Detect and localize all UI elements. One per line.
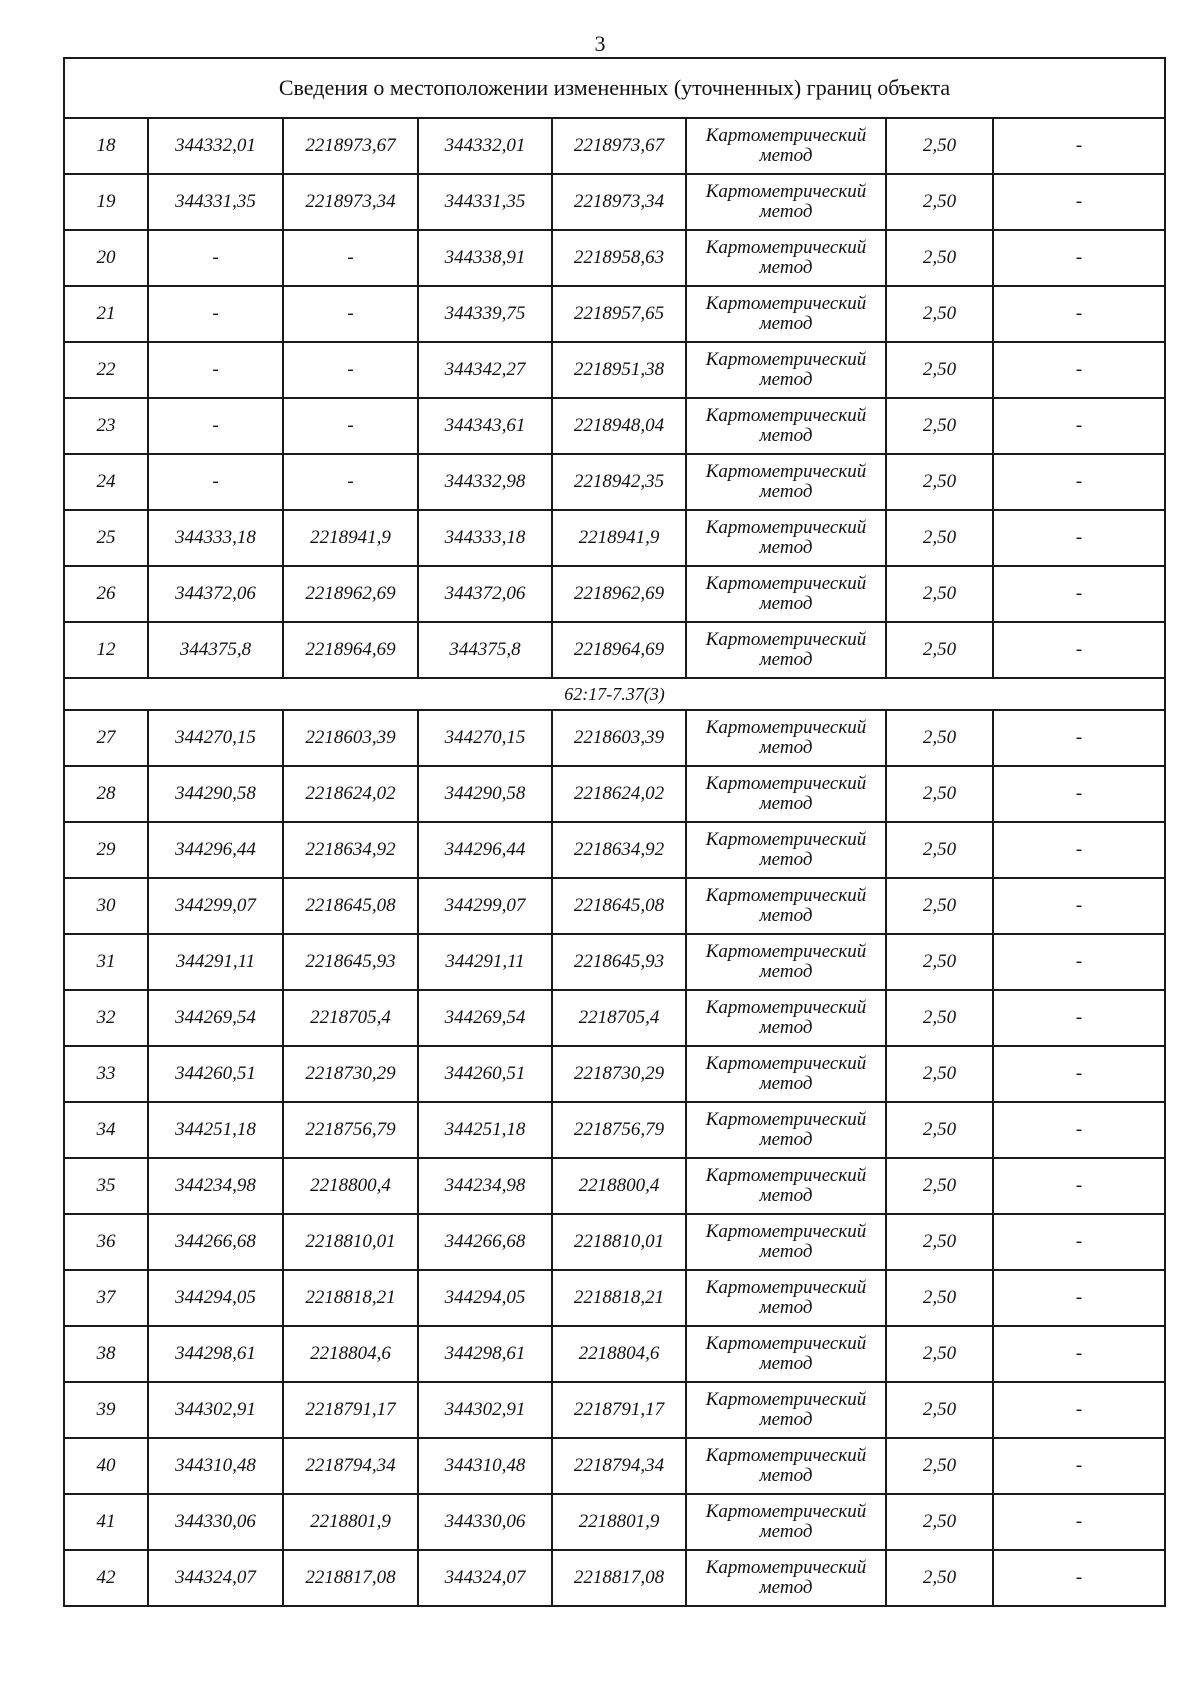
table-row bbox=[64, 822, 1165, 878]
description-cell: - bbox=[993, 1270, 1165, 1326]
old-x-cell: - bbox=[148, 342, 283, 398]
old-x-cell: 344270,15 bbox=[148, 710, 283, 766]
description-cell: - bbox=[993, 1382, 1165, 1438]
point-number-cell: 38 bbox=[64, 1326, 148, 1382]
table-row bbox=[64, 342, 1165, 398]
new-x-cell: 344333,18 bbox=[418, 510, 552, 566]
description-cell: - bbox=[993, 230, 1165, 286]
old-x-cell: 344266,68 bbox=[148, 1214, 283, 1270]
method-cell: Картометрический метод bbox=[686, 1102, 886, 1158]
old-y-cell: 2218756,79 bbox=[283, 1102, 418, 1158]
old-y-cell: 2218973,34 bbox=[283, 174, 418, 230]
old-y-cell: 2218817,08 bbox=[283, 1550, 418, 1606]
accuracy-cell: 2,50 bbox=[886, 1214, 993, 1270]
old-x-cell: 344372,06 bbox=[148, 566, 283, 622]
boundary-coordinates-table bbox=[63, 57, 1166, 1607]
point-number-cell: 32 bbox=[64, 990, 148, 1046]
method-cell: Картометрический метод bbox=[686, 822, 886, 878]
point-number-cell: 42 bbox=[64, 1550, 148, 1606]
old-y-cell: 2218962,69 bbox=[283, 566, 418, 622]
table-row bbox=[64, 118, 1165, 174]
old-y-cell: 2218941,9 bbox=[283, 510, 418, 566]
new-x-cell: 344270,15 bbox=[418, 710, 552, 766]
table-row bbox=[64, 1438, 1165, 1494]
accuracy-cell: 2,50 bbox=[886, 1102, 993, 1158]
method-cell: Картометрический метод bbox=[686, 510, 886, 566]
method-cell: Картометрический метод bbox=[686, 1158, 886, 1214]
table-row bbox=[64, 1494, 1165, 1550]
new-y-cell: 2218645,08 bbox=[552, 878, 686, 934]
old-x-cell: 344296,44 bbox=[148, 822, 283, 878]
accuracy-cell: 2,50 bbox=[886, 1494, 993, 1550]
new-x-cell: 344331,35 bbox=[418, 174, 552, 230]
accuracy-cell: 2,50 bbox=[886, 766, 993, 822]
method-cell: Картометрический метод bbox=[686, 622, 886, 678]
table-row bbox=[64, 174, 1165, 230]
old-y-cell: 2218810,01 bbox=[283, 1214, 418, 1270]
table-title-row bbox=[64, 58, 1165, 118]
point-number-cell: 33 bbox=[64, 1046, 148, 1102]
accuracy-cell: 2,50 bbox=[886, 510, 993, 566]
description-cell: - bbox=[993, 118, 1165, 174]
point-number-cell: 20 bbox=[64, 230, 148, 286]
old-x-cell: 344294,05 bbox=[148, 1270, 283, 1326]
new-y-cell: 2218810,01 bbox=[552, 1214, 686, 1270]
old-x-cell: 344332,01 bbox=[148, 118, 283, 174]
old-y-cell: 2218801,9 bbox=[283, 1494, 418, 1550]
method-cell: Картометрический метод bbox=[686, 1382, 886, 1438]
old-x-cell: 344251,18 bbox=[148, 1102, 283, 1158]
point-number-cell: 18 bbox=[64, 118, 148, 174]
description-cell: - bbox=[993, 342, 1165, 398]
new-x-cell: 344290,58 bbox=[418, 766, 552, 822]
old-y-cell: 2218804,6 bbox=[283, 1326, 418, 1382]
point-number-cell: 26 bbox=[64, 566, 148, 622]
new-x-cell: 344302,91 bbox=[418, 1382, 552, 1438]
old-x-cell: - bbox=[148, 398, 283, 454]
table-row bbox=[64, 1158, 1165, 1214]
description-cell: - bbox=[993, 990, 1165, 1046]
new-y-cell: 2218942,35 bbox=[552, 454, 686, 510]
new-x-cell: 344299,07 bbox=[418, 878, 552, 934]
new-y-cell: 2218794,34 bbox=[552, 1438, 686, 1494]
old-y-cell: 2218730,29 bbox=[283, 1046, 418, 1102]
new-y-cell: 2218624,02 bbox=[552, 766, 686, 822]
old-x-cell: 344290,58 bbox=[148, 766, 283, 822]
point-number-cell: 36 bbox=[64, 1214, 148, 1270]
new-y-cell: 2218817,08 bbox=[552, 1550, 686, 1606]
description-cell: - bbox=[993, 566, 1165, 622]
old-x-cell: 344234,98 bbox=[148, 1158, 283, 1214]
point-number-cell: 40 bbox=[64, 1438, 148, 1494]
accuracy-cell: 2,50 bbox=[886, 1438, 993, 1494]
new-x-cell: 344375,8 bbox=[418, 622, 552, 678]
accuracy-cell: 2,50 bbox=[886, 622, 993, 678]
old-x-cell: 344375,8 bbox=[148, 622, 283, 678]
method-cell: Картометрический метод bbox=[686, 766, 886, 822]
accuracy-cell: 2,50 bbox=[886, 174, 993, 230]
old-y-cell: 2218818,21 bbox=[283, 1270, 418, 1326]
new-x-cell: 344266,68 bbox=[418, 1214, 552, 1270]
description-cell: - bbox=[993, 1214, 1165, 1270]
old-x-cell: 344310,48 bbox=[148, 1438, 283, 1494]
old-y-cell: - bbox=[283, 342, 418, 398]
section-label: 62:17-7.37(3) bbox=[64, 678, 1165, 710]
old-y-cell: 2218634,92 bbox=[283, 822, 418, 878]
method-cell: Картометрический метод bbox=[686, 990, 886, 1046]
point-number-cell: 29 bbox=[64, 822, 148, 878]
new-y-cell: 2218951,38 bbox=[552, 342, 686, 398]
new-x-cell: 344339,75 bbox=[418, 286, 552, 342]
method-cell: Картометрический метод bbox=[686, 398, 886, 454]
point-number-cell: 31 bbox=[64, 934, 148, 990]
new-x-cell: 344251,18 bbox=[418, 1102, 552, 1158]
method-cell: Картометрический метод bbox=[686, 454, 886, 510]
new-x-cell: 344234,98 bbox=[418, 1158, 552, 1214]
point-number-cell: 21 bbox=[64, 286, 148, 342]
description-cell: - bbox=[993, 454, 1165, 510]
description-cell: - bbox=[993, 174, 1165, 230]
new-x-cell: 344372,06 bbox=[418, 566, 552, 622]
description-cell: - bbox=[993, 1550, 1165, 1606]
page-number: 3 bbox=[594, 31, 606, 56]
point-number-cell: 41 bbox=[64, 1494, 148, 1550]
table-row bbox=[64, 398, 1165, 454]
accuracy-cell: 2,50 bbox=[886, 118, 993, 174]
new-y-cell: 2218973,34 bbox=[552, 174, 686, 230]
new-y-cell: 2218705,4 bbox=[552, 990, 686, 1046]
point-number-cell: 37 bbox=[64, 1270, 148, 1326]
accuracy-cell: 2,50 bbox=[886, 878, 993, 934]
accuracy-cell: 2,50 bbox=[886, 566, 993, 622]
old-x-cell: - bbox=[148, 286, 283, 342]
old-y-cell: 2218603,39 bbox=[283, 710, 418, 766]
new-y-cell: 2218941,9 bbox=[552, 510, 686, 566]
point-number-cell: 34 bbox=[64, 1102, 148, 1158]
new-y-cell: 2218800,4 bbox=[552, 1158, 686, 1214]
method-cell: Картометрический метод bbox=[686, 1214, 886, 1270]
old-y-cell: - bbox=[283, 286, 418, 342]
old-x-cell: 344260,51 bbox=[148, 1046, 283, 1102]
new-y-cell: 2218957,65 bbox=[552, 286, 686, 342]
method-cell: Картометрический метод bbox=[686, 934, 886, 990]
table-row bbox=[64, 510, 1165, 566]
new-x-cell: 344342,27 bbox=[418, 342, 552, 398]
new-y-cell: 2218645,93 bbox=[552, 934, 686, 990]
new-y-cell: 2218801,9 bbox=[552, 1494, 686, 1550]
old-y-cell: 2218645,08 bbox=[283, 878, 418, 934]
table-row bbox=[64, 934, 1165, 990]
method-cell: Картометрический метод bbox=[686, 342, 886, 398]
old-x-cell: 344298,61 bbox=[148, 1326, 283, 1382]
point-number-cell: 25 bbox=[64, 510, 148, 566]
point-number-cell: 19 bbox=[64, 174, 148, 230]
new-x-cell: 344324,07 bbox=[418, 1550, 552, 1606]
old-x-cell: - bbox=[148, 230, 283, 286]
table-row bbox=[64, 622, 1165, 678]
table-row bbox=[64, 454, 1165, 510]
method-cell: Картометрический метод bbox=[686, 1046, 886, 1102]
accuracy-cell: 2,50 bbox=[886, 454, 993, 510]
new-y-cell: 2218973,67 bbox=[552, 118, 686, 174]
method-cell: Картометрический метод bbox=[686, 1494, 886, 1550]
description-cell: - bbox=[993, 1494, 1165, 1550]
table-row bbox=[64, 1382, 1165, 1438]
method-cell: Картометрический метод bbox=[686, 878, 886, 934]
point-number-cell: 27 bbox=[64, 710, 148, 766]
table-row bbox=[64, 230, 1165, 286]
table-row bbox=[64, 286, 1165, 342]
old-y-cell: - bbox=[283, 454, 418, 510]
description-cell: - bbox=[993, 1102, 1165, 1158]
accuracy-cell: 2,50 bbox=[886, 1270, 993, 1326]
old-y-cell: 2218973,67 bbox=[283, 118, 418, 174]
method-cell: Картометрический метод bbox=[686, 286, 886, 342]
old-y-cell: 2218624,02 bbox=[283, 766, 418, 822]
old-x-cell: 344269,54 bbox=[148, 990, 283, 1046]
new-y-cell: 2218964,69 bbox=[552, 622, 686, 678]
method-cell: Картометрический метод bbox=[686, 710, 886, 766]
old-x-cell: 344330,06 bbox=[148, 1494, 283, 1550]
description-cell: - bbox=[993, 622, 1165, 678]
new-x-cell: 344310,48 bbox=[418, 1438, 552, 1494]
table-row bbox=[64, 878, 1165, 934]
description-cell: - bbox=[993, 822, 1165, 878]
table-row bbox=[64, 990, 1165, 1046]
new-y-cell: 2218791,17 bbox=[552, 1382, 686, 1438]
table-row bbox=[64, 1550, 1165, 1606]
new-x-cell: 344332,01 bbox=[418, 118, 552, 174]
old-y-cell: 2218800,4 bbox=[283, 1158, 418, 1214]
new-x-cell: 344338,91 bbox=[418, 230, 552, 286]
table-title: Сведения о местоположении измененных (уточненных) границ объекта bbox=[64, 58, 1165, 118]
method-cell: Картометрический метод bbox=[686, 118, 886, 174]
method-cell: Картометрический метод bbox=[686, 1326, 886, 1382]
accuracy-cell: 2,50 bbox=[886, 1550, 993, 1606]
old-x-cell: 344324,07 bbox=[148, 1550, 283, 1606]
point-number-cell: 35 bbox=[64, 1158, 148, 1214]
new-y-cell: 2218756,79 bbox=[552, 1102, 686, 1158]
new-x-cell: 344269,54 bbox=[418, 990, 552, 1046]
old-y-cell: - bbox=[283, 398, 418, 454]
table-row bbox=[64, 1046, 1165, 1102]
old-x-cell: 344299,07 bbox=[148, 878, 283, 934]
accuracy-cell: 2,50 bbox=[886, 990, 993, 1046]
method-cell: Картометрический метод bbox=[686, 230, 886, 286]
accuracy-cell: 2,50 bbox=[886, 230, 993, 286]
new-y-cell: 2218958,63 bbox=[552, 230, 686, 286]
table-row bbox=[64, 1214, 1165, 1270]
old-x-cell: 344333,18 bbox=[148, 510, 283, 566]
new-x-cell: 344298,61 bbox=[418, 1326, 552, 1382]
accuracy-cell: 2,50 bbox=[886, 342, 993, 398]
old-y-cell: 2218645,93 bbox=[283, 934, 418, 990]
new-y-cell: 2218962,69 bbox=[552, 566, 686, 622]
accuracy-cell: 2,50 bbox=[886, 1382, 993, 1438]
accuracy-cell: 2,50 bbox=[886, 1158, 993, 1214]
accuracy-cell: 2,50 bbox=[886, 286, 993, 342]
old-y-cell: 2218794,34 bbox=[283, 1438, 418, 1494]
old-y-cell: 2218705,4 bbox=[283, 990, 418, 1046]
section-header-row bbox=[64, 678, 1165, 710]
description-cell: - bbox=[993, 878, 1165, 934]
new-x-cell: 344294,05 bbox=[418, 1270, 552, 1326]
description-cell: - bbox=[993, 1046, 1165, 1102]
table-row bbox=[64, 766, 1165, 822]
point-number-cell: 28 bbox=[64, 766, 148, 822]
accuracy-cell: 2,50 bbox=[886, 1046, 993, 1102]
new-x-cell: 344330,06 bbox=[418, 1494, 552, 1550]
old-x-cell: 344331,35 bbox=[148, 174, 283, 230]
old-y-cell: - bbox=[283, 230, 418, 286]
new-x-cell: 344291,11 bbox=[418, 934, 552, 990]
old-x-cell: 344302,91 bbox=[148, 1382, 283, 1438]
accuracy-cell: 2,50 bbox=[886, 934, 993, 990]
table-row bbox=[64, 710, 1165, 766]
new-x-cell: 344332,98 bbox=[418, 454, 552, 510]
point-number-cell: 22 bbox=[64, 342, 148, 398]
new-y-cell: 2218603,39 bbox=[552, 710, 686, 766]
table-row bbox=[64, 1102, 1165, 1158]
new-y-cell: 2218730,29 bbox=[552, 1046, 686, 1102]
point-number-cell: 12 bbox=[64, 622, 148, 678]
new-y-cell: 2218804,6 bbox=[552, 1326, 686, 1382]
point-number-cell: 30 bbox=[64, 878, 148, 934]
accuracy-cell: 2,50 bbox=[886, 822, 993, 878]
accuracy-cell: 2,50 bbox=[886, 1326, 993, 1382]
old-x-cell: 344291,11 bbox=[148, 934, 283, 990]
method-cell: Картометрический метод bbox=[686, 174, 886, 230]
new-x-cell: 344296,44 bbox=[418, 822, 552, 878]
table-row bbox=[64, 1270, 1165, 1326]
accuracy-cell: 2,50 bbox=[886, 398, 993, 454]
new-x-cell: 344260,51 bbox=[418, 1046, 552, 1102]
description-cell: - bbox=[993, 1326, 1165, 1382]
table-row bbox=[64, 566, 1165, 622]
description-cell: - bbox=[993, 398, 1165, 454]
description-cell: - bbox=[993, 710, 1165, 766]
description-cell: - bbox=[993, 1158, 1165, 1214]
point-number-cell: 39 bbox=[64, 1382, 148, 1438]
table-row bbox=[64, 1326, 1165, 1382]
accuracy-cell: 2,50 bbox=[886, 710, 993, 766]
method-cell: Картометрический метод bbox=[686, 1270, 886, 1326]
method-cell: Картометрический метод bbox=[686, 566, 886, 622]
old-x-cell: - bbox=[148, 454, 283, 510]
old-y-cell: 2218964,69 bbox=[283, 622, 418, 678]
description-cell: - bbox=[993, 510, 1165, 566]
point-number-cell: 23 bbox=[64, 398, 148, 454]
old-y-cell: 2218791,17 bbox=[283, 1382, 418, 1438]
new-x-cell: 344343,61 bbox=[418, 398, 552, 454]
new-y-cell: 2218634,92 bbox=[552, 822, 686, 878]
description-cell: - bbox=[993, 934, 1165, 990]
description-cell: - bbox=[993, 1438, 1165, 1494]
new-y-cell: 2218818,21 bbox=[552, 1270, 686, 1326]
description-cell: - bbox=[993, 286, 1165, 342]
new-y-cell: 2218948,04 bbox=[552, 398, 686, 454]
method-cell: Картометрический метод bbox=[686, 1438, 886, 1494]
description-cell: - bbox=[993, 766, 1165, 822]
method-cell: Картометрический метод bbox=[686, 1550, 886, 1606]
point-number-cell: 24 bbox=[64, 454, 148, 510]
